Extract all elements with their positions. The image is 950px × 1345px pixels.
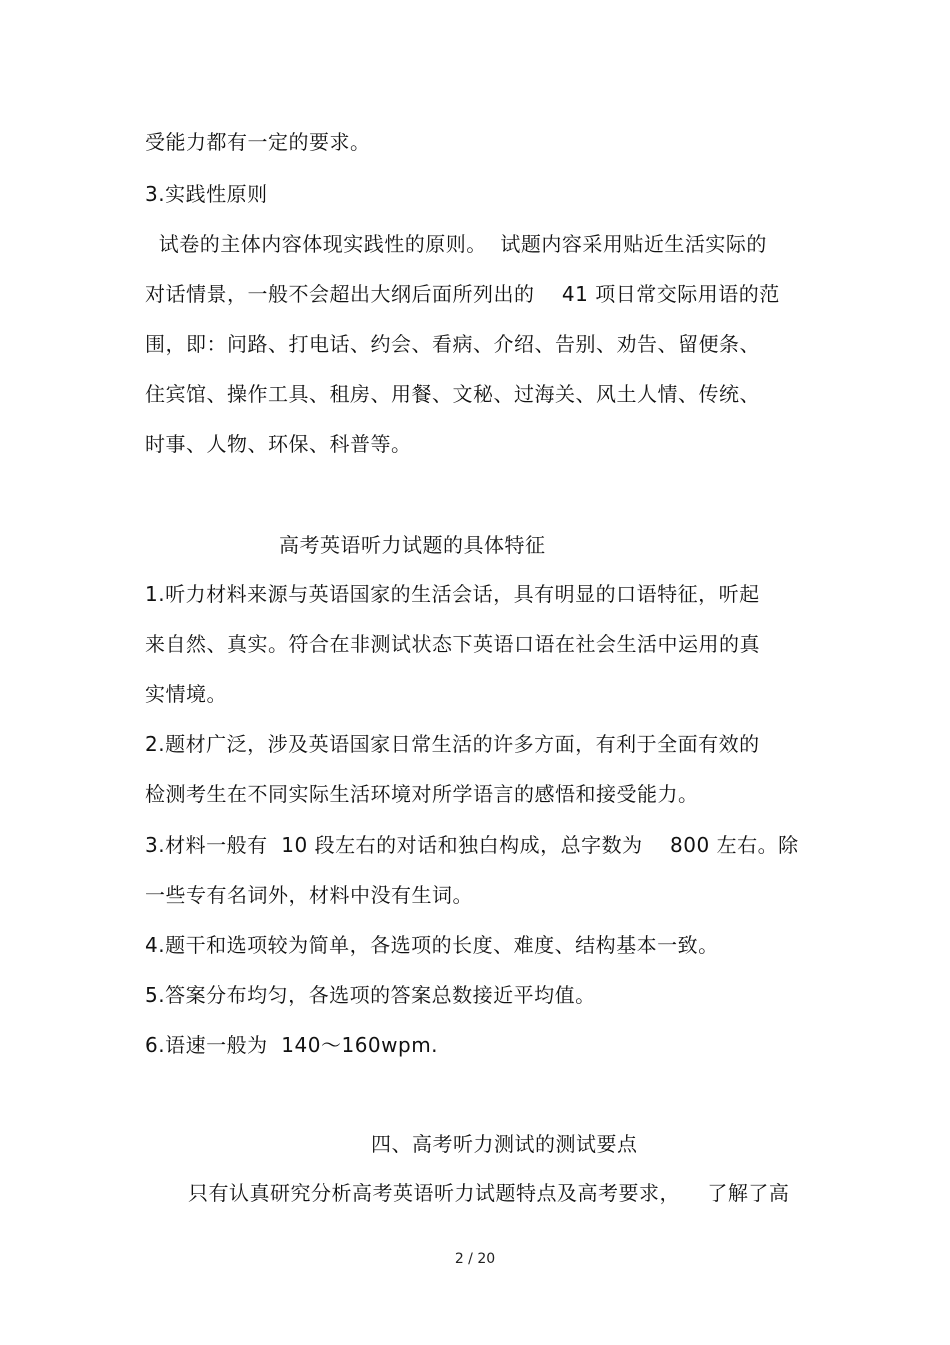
list-item-line: 一些专有名词外，材料中没有生词。 [145, 883, 473, 907]
paragraph-line: 试卷的主体内容体现实践性的原则。 试题内容采用贴近生活实际的 [145, 232, 767, 256]
list-item-line: 3.材料一般有 10 段左右的对话和独白构成，总字数为 800 左右。除 [145, 833, 799, 857]
list-item-line: 4.题干和选项较为简单，各选项的长度、难度、结构基本一致。 [145, 933, 719, 957]
list-item-line: 检测考生在不同实际生活环境对所学语言的感悟和接受能力。 [145, 782, 699, 806]
paragraph-line: 对话情景，一般不会超出大纲后面所列出的 41 项日常交际用语的范 [145, 282, 780, 306]
section-title: 高考英语听力试题的具体特征 [279, 533, 546, 557]
paragraph-line: 受能力都有一定的要求。 [145, 130, 371, 154]
list-item-line: 1.听力材料来源与英语国家的生活会话，具有明显的口语特征，听起 [145, 582, 760, 606]
list-item-line: 2.题材广泛，涉及英语国家日常生活的许多方面，有利于全面有效的 [145, 732, 760, 756]
paragraph-line: 住宾馆、操作工具、租房、用餐、文秘、过海关、风土人情、传统、 [145, 382, 760, 406]
paragraph-line: 只有认真研究分析高考英语听力试题特点及高考要求， 了解了高 [188, 1181, 790, 1205]
list-item-line: 6.语速一般为 140～160wpm. [145, 1033, 439, 1057]
list-item-line: 来自然、真实。符合在非测试状态下英语口语在社会生活中运用的真 [145, 632, 760, 656]
list-item-line: 实情境。 [145, 682, 227, 706]
list-item-line: 5.答案分布均匀，各选项的答案总数接近平均值。 [145, 983, 596, 1007]
paragraph-line: 围，即：问路、打电话、约会、看病、介绍、告别、劝告、留便条、 [145, 332, 760, 356]
paragraph-line: 时事、人物、环保、科普等。 [145, 432, 412, 456]
section-heading: 3.实践性原则 [145, 182, 268, 206]
page-number: 2 / 20 [454, 1251, 496, 1267]
section-title: 四、高考听力测试的测试要点 [371, 1132, 638, 1156]
